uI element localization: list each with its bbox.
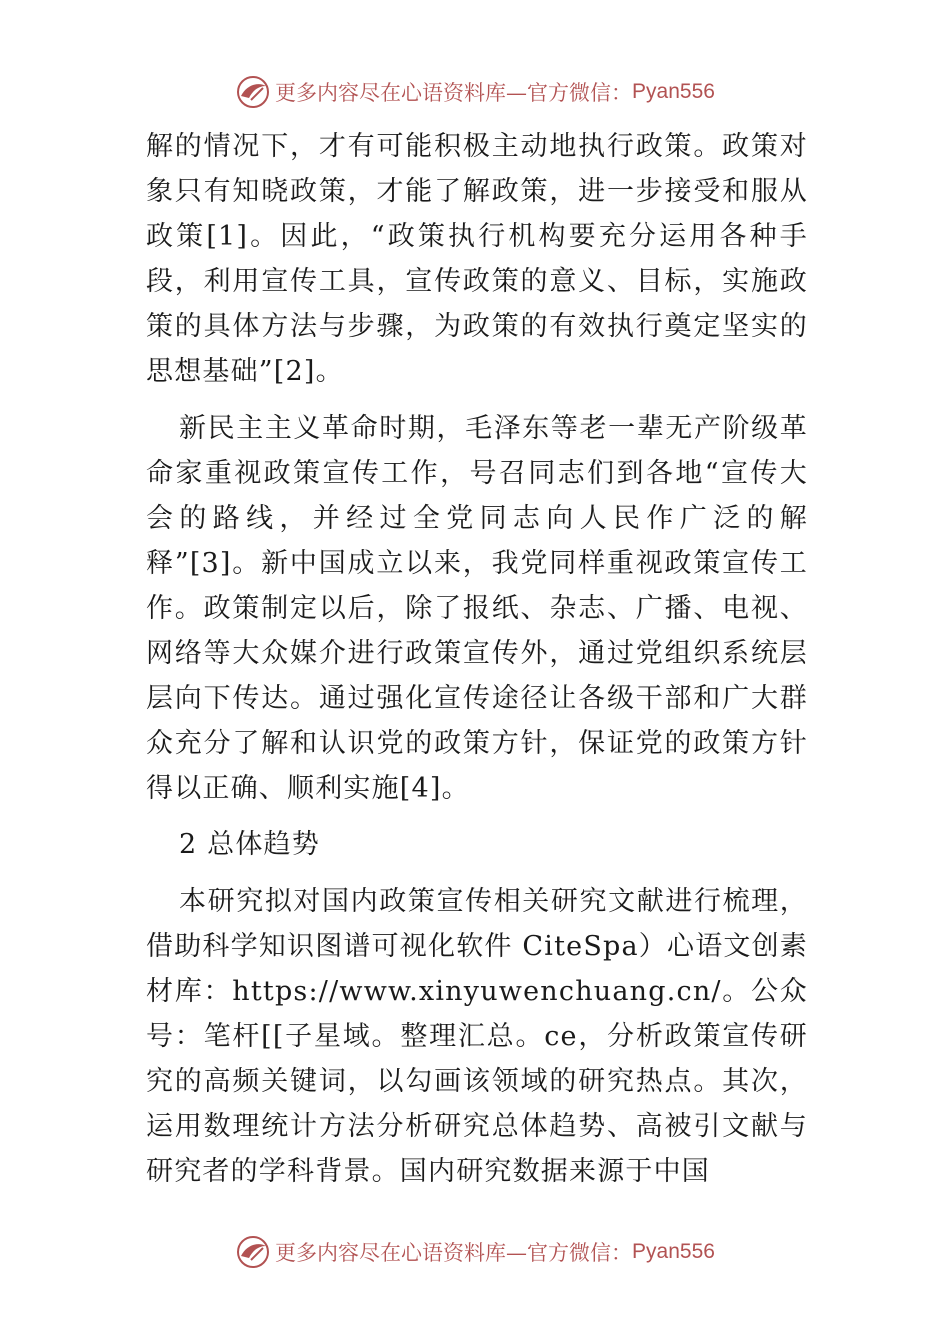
paragraph-1: 解的情况下，才有可能积极主动地执行政策。政策对象只有知晓政策，才能了解政策，进一步接受和服从政策[1]。因此，“政策执行机构要充分运用各种手段，利用宣传工具，宣传政策的意义、目标，实施政策的具体方法与步骤，为政策的有效执行奠定坚实的思想基础”[2]。: [146, 131, 808, 387]
watermark-text: 更多内容尽在心语资料库—官方微信：: [275, 1241, 633, 1265]
section-heading: 2 总体趋势: [179, 829, 320, 860]
logo-icon: [235, 1234, 271, 1270]
logo-icon: [235, 74, 271, 110]
footer-watermark: [0, 1232, 950, 1272]
watermark-wechat: Pyan556: [632, 80, 715, 103]
document-body: [146, 124, 808, 1194]
watermark-wechat: Pyan556: [632, 1240, 715, 1263]
header-watermark: [0, 72, 950, 112]
watermark-text: 更多内容尽在心语资料库—官方微信：: [275, 81, 633, 105]
paragraph-3: 本研究拟对国内政策宣传相关研究文献进行梳理，借助科学知识图谱可视化软件 CiteSpa）心语文创素材库：https://www.xinyuwenchuang.cn/。公众号：笔杆[[子星域。整理汇总。ce，分析政策宣传研究的高频关键词，以勾画该领域的研究热点。其次，运用数理统计方法分析研究总体趋势、高被引文献与研究者的学科背景。国内研究数据来源于中国: [146, 886, 808, 1187]
paragraph-2: 新民主主义革命时期，毛泽东等老一辈无产阶级革命家重视政策宣传工作，号召同志们到各地“宣传大会的路线，并经过全党同志向人民作广泛的解释”[3]。新中国成立以来，我党同样重视政策宣传工作。政策制定以后，除了报纸、杂志、广播、电视、网络等大众媒介进行政策宣传外，通过党组织系统层层向下传达。通过强化宣传途径让各级干部和广大群众充分了解和认识党的政策方针，保证党的政策方针得以正确、顺利实施[4]。: [146, 413, 808, 804]
